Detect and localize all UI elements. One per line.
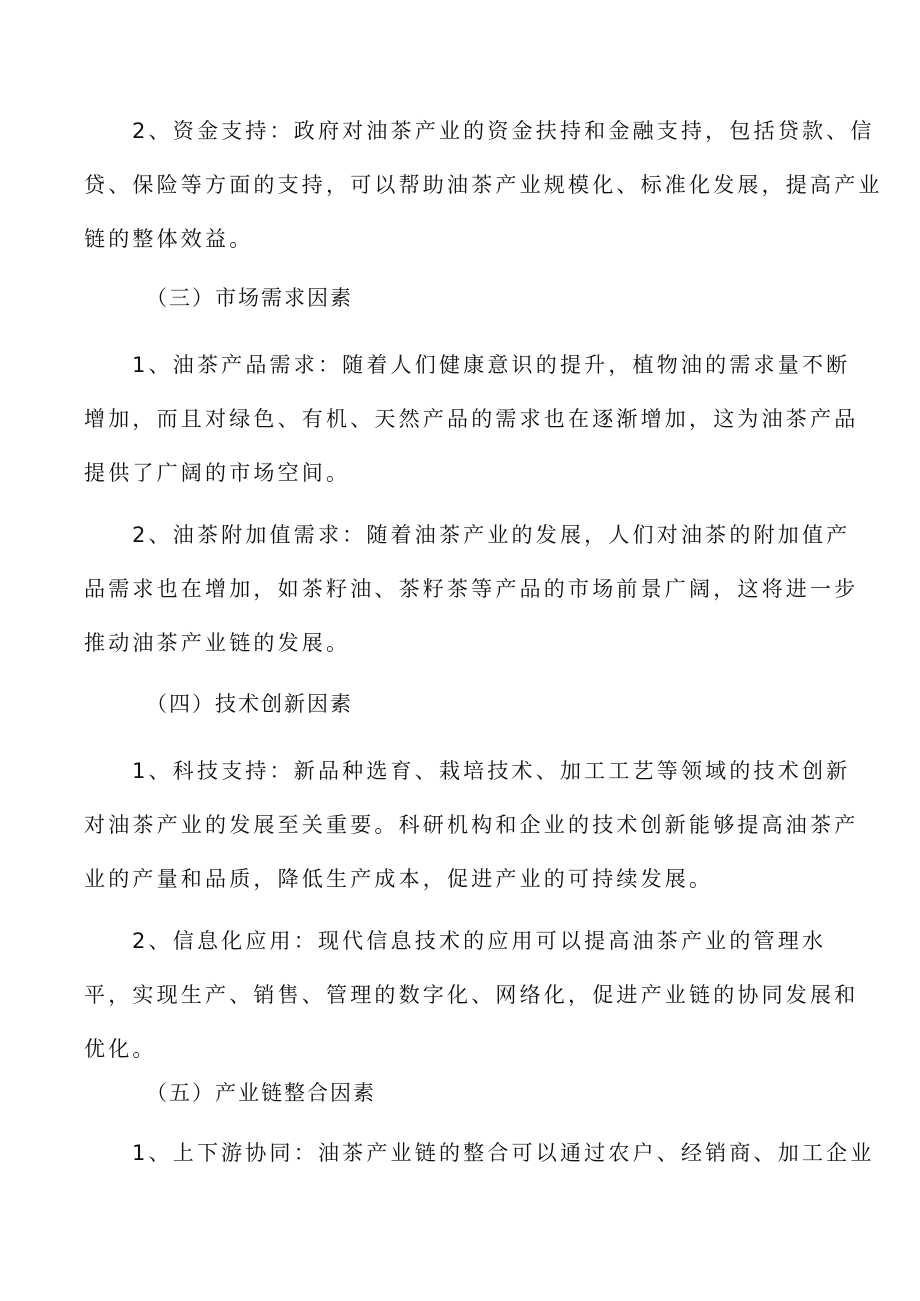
text-line: 增加，而且对绿色、有机、天然产品的需求也在逐渐增加，这为油茶产品 (84, 407, 859, 431)
text-line: 1、油茶产品需求：随着人们健康意识的提升，植物油的需求量不断 (132, 353, 851, 377)
text-line: 2、信息化应用：现代信息技术的应用可以提高油茶产业的管理水 (132, 929, 827, 953)
text-line: 2、资金支持：政府对油茶产业的资金扶持和金融支持，包括贷款、信 (132, 119, 875, 143)
text-line: 品需求也在增加，如茶籽油、茶籽茶等产品的市场前景广阔，这将进一步 (84, 577, 859, 601)
text-line: 提供了广阔的市场空间。 (84, 461, 351, 485)
text-line: 2、油茶附加值需求：随着油茶产业的发展，人们对油茶的附加值产 (132, 523, 851, 547)
section-heading-market-demand: （三）市场需求因素 (146, 286, 353, 310)
text-line: 平，实现生产、销售、管理的数字化、网络化，促进产业链的协同发展和 (84, 983, 859, 1007)
text-line: 1、上下游协同：油茶产业链的整合可以通过农户、经销商、加工企业 (132, 1141, 875, 1165)
text-line: 优化。 (84, 1037, 157, 1061)
text-line: 对油茶产业的发展至关重要。科研机构和企业的技术创新能够提高油茶产 (84, 813, 859, 837)
text-line: 1、科技支持：新品种选育、栽培技术、加工工艺等领域的技术创新 (132, 759, 851, 783)
text-line: 链的整体效益。 (84, 227, 254, 251)
section-heading-chain-integration: （五）产业链整合因素 (146, 1081, 376, 1105)
text-line: 贷、保险等方面的支持，可以帮助油茶产业规模化、标准化发展，提高产业 (84, 173, 883, 197)
text-line: 业的产量和品质，降低生产成本，促进产业的可持续发展。 (84, 867, 714, 891)
text-line: 推动油茶产业链的发展。 (84, 631, 351, 655)
section-heading-tech-innovation: （四）技术创新因素 (146, 692, 353, 716)
